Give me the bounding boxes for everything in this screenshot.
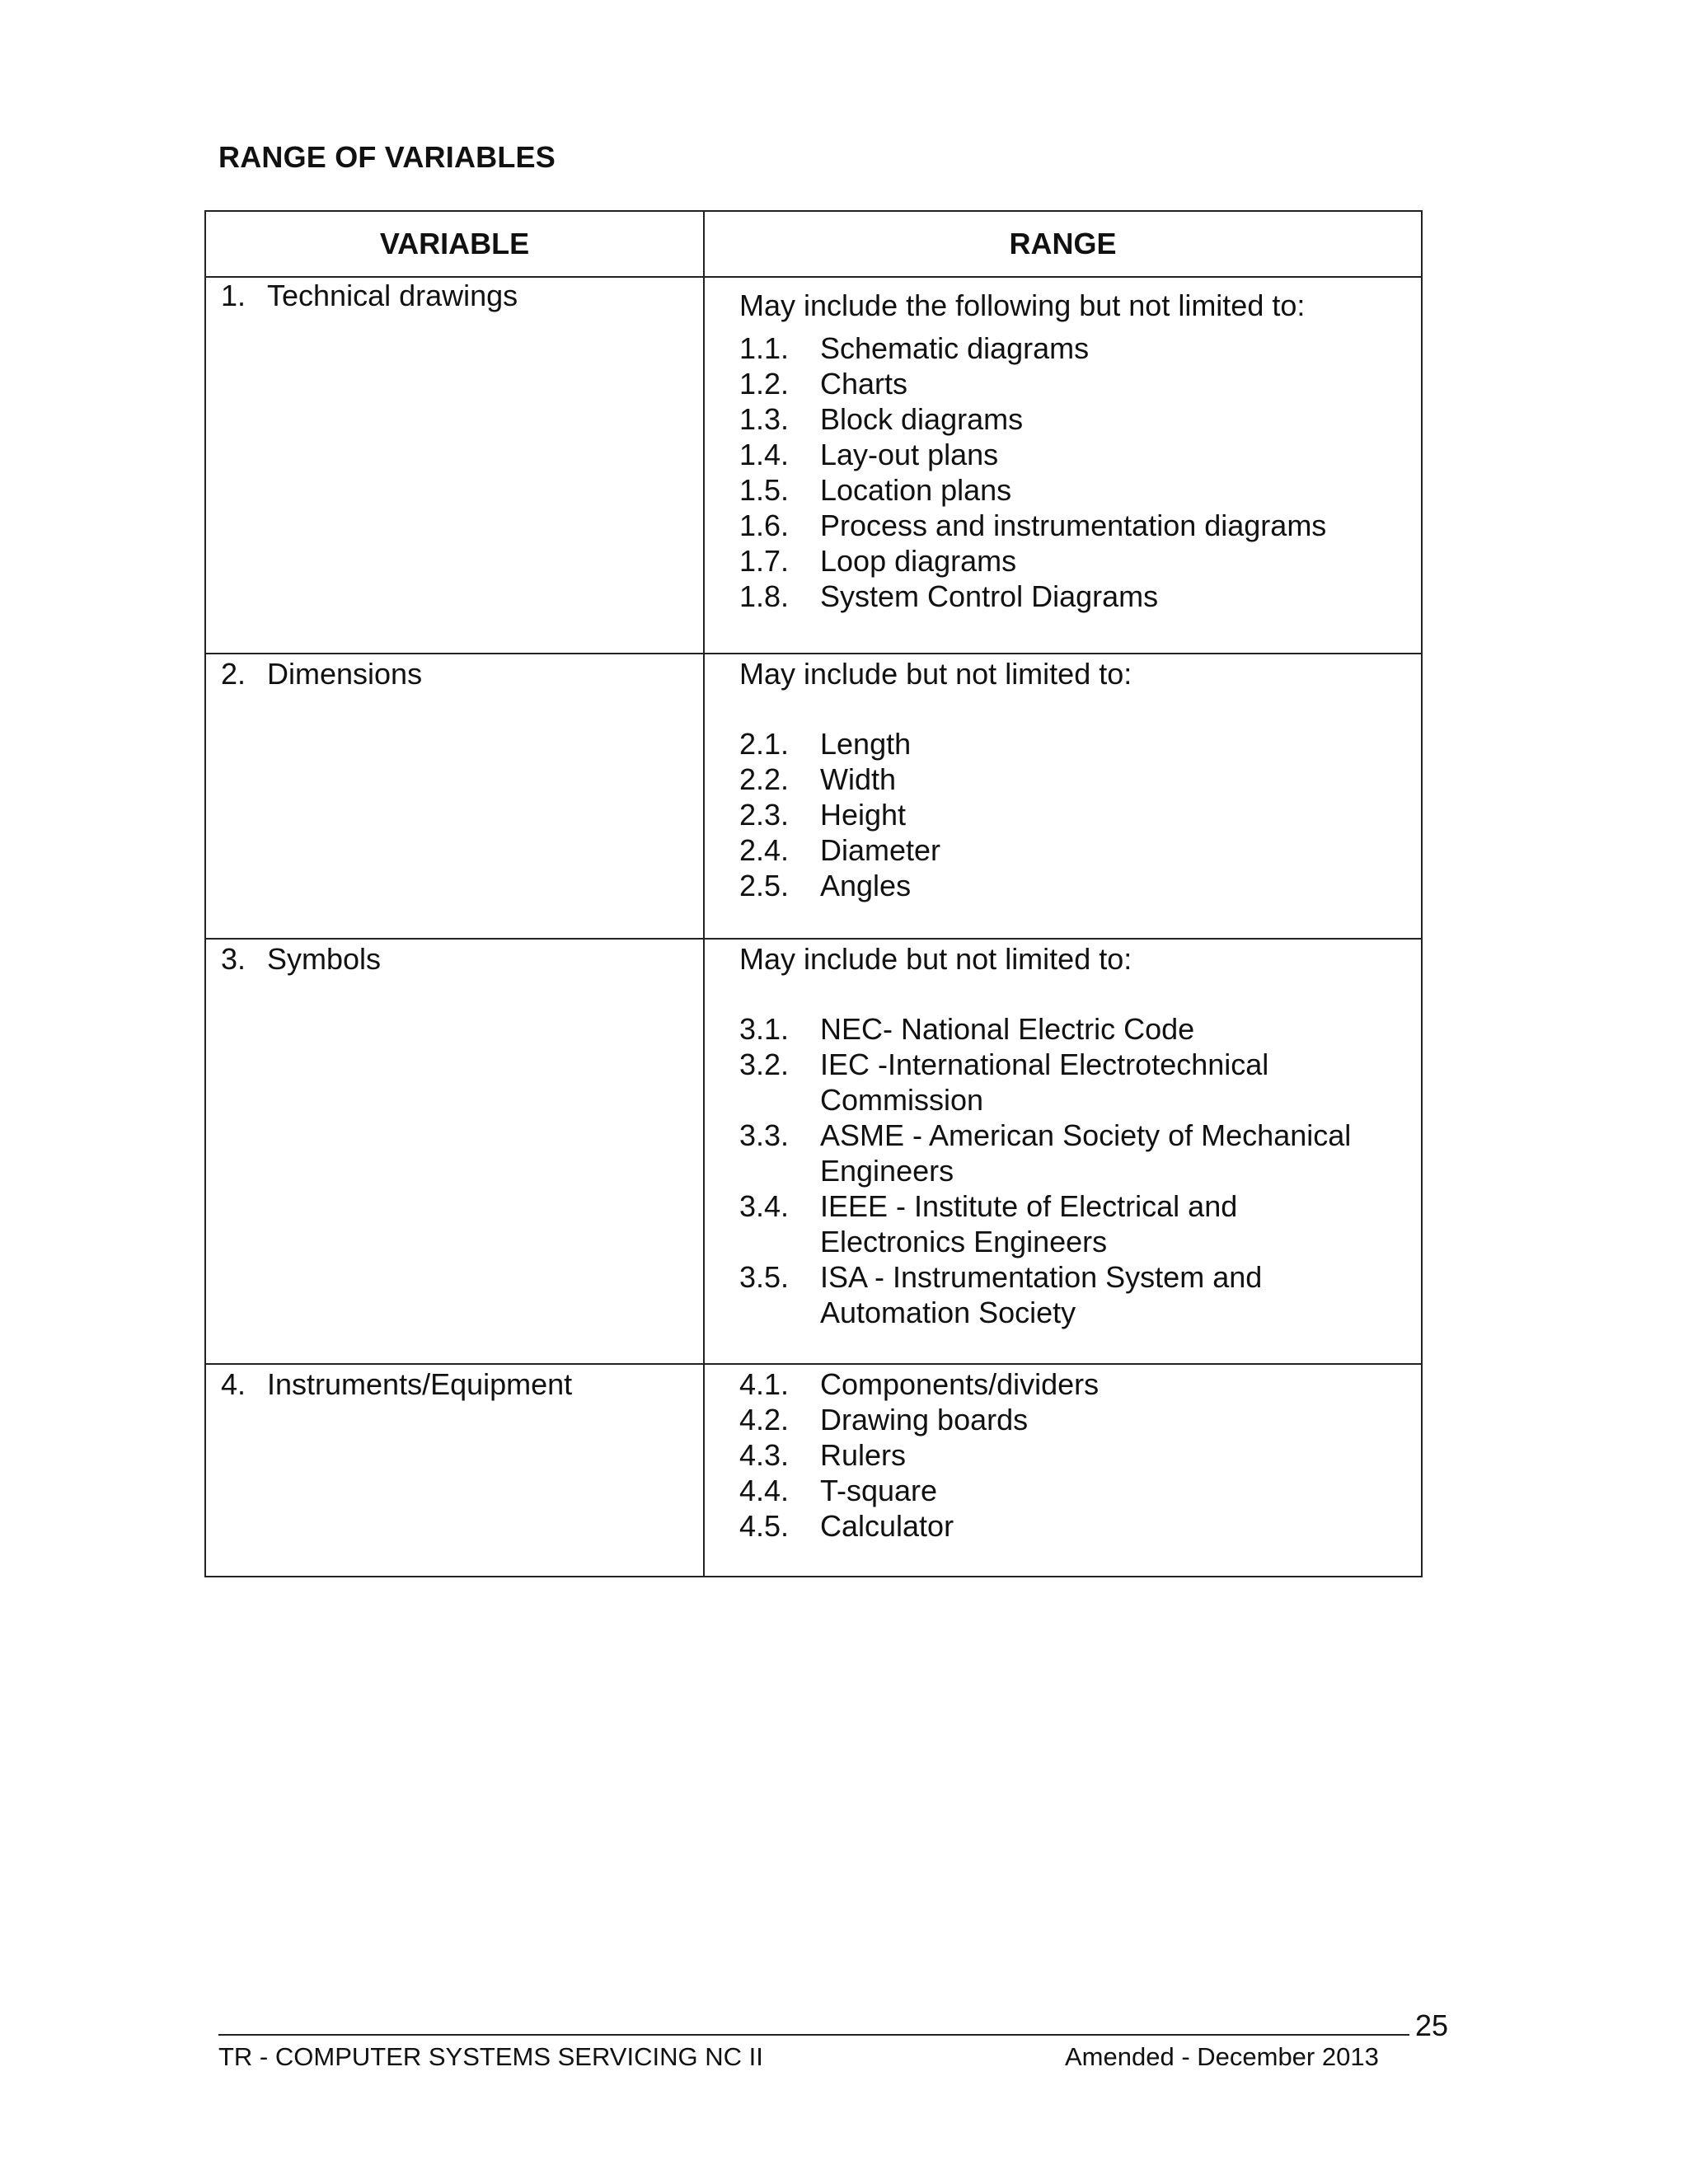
variable-name: Instruments/Equipment — [267, 1367, 573, 1401]
range-column-header: RANGE — [704, 211, 1422, 277]
range-list-item — [739, 1473, 1421, 1508]
range-cell — [704, 939, 1422, 1364]
range-item-text: Drawing boards — [820, 1403, 1029, 1436]
range-list-item — [739, 1188, 1421, 1259]
range-intro: May include but not limited to: — [739, 942, 1132, 976]
range-item-number: 1.6. — [739, 509, 790, 542]
page-number: 25 — [1415, 2008, 1449, 2042]
table-row — [205, 939, 1422, 1364]
variable-cell — [205, 939, 704, 1364]
variable-number: 3. — [221, 942, 246, 976]
range-cell — [704, 1364, 1422, 1577]
range-list-item — [739, 1118, 1421, 1188]
page-heading: RANGE OF VARIABLES — [218, 140, 556, 174]
range-list — [739, 1366, 1421, 1544]
variable-number: 2. — [221, 657, 246, 691]
range-item-number: 2.1. — [739, 727, 790, 761]
range-list-item — [739, 762, 1421, 797]
range-item-number: 1.8. — [739, 579, 790, 613]
range-item-number: 3.2. — [739, 1047, 790, 1081]
range-list-item — [739, 401, 1421, 437]
variable-cell — [205, 1364, 704, 1577]
range-item-text: ASME - American Society of Mechanical Engineers — [820, 1118, 1352, 1188]
range-item-text: Calculator — [820, 1509, 954, 1543]
range-item-number: 1.1. — [739, 331, 790, 365]
range-item-number: 4.4. — [739, 1474, 790, 1507]
variable-name: Dimensions — [267, 657, 423, 691]
range-list-item — [739, 726, 1421, 762]
range-list-item — [739, 1047, 1421, 1118]
range-item-number: 2.3. — [739, 798, 790, 832]
range-item-text: Schematic diagrams — [820, 331, 1090, 365]
range-item-text: IEC -International Electrotechnical Commission — [820, 1047, 1269, 1117]
range-item-number: 3.4. — [739, 1189, 790, 1223]
range-item-text: Angles — [820, 869, 912, 902]
range-list-item — [739, 508, 1421, 543]
variable-cell — [205, 277, 704, 654]
range-item-text: Rulers — [820, 1438, 907, 1472]
range-item-text: Length — [820, 727, 912, 761]
range-item-number: 2.2. — [739, 762, 790, 796]
range-item-number: 1.7. — [739, 544, 790, 578]
range-list — [739, 330, 1421, 614]
range-item-number: 4.1. — [739, 1367, 790, 1401]
range-item-number: 4.5. — [739, 1509, 790, 1543]
range-of-variables-table — [204, 210, 1423, 1577]
range-list-item — [739, 437, 1421, 472]
footer-amendment-date: Amended - December 2013 — [1065, 2042, 1379, 2071]
range-item-number: 2.4. — [739, 833, 790, 867]
range-list-item — [739, 868, 1421, 903]
range-item-text: Components/dividers — [820, 1367, 1100, 1401]
range-item-number: 2.5. — [739, 869, 790, 902]
range-list-item — [739, 330, 1421, 366]
range-item-text: Height — [820, 798, 907, 832]
footer-document-title: TR - COMPUTER SYSTEMS SERVICING NC II — [218, 2042, 763, 2071]
variable-entry — [221, 1366, 703, 1402]
range-item-text: NEC- National Electric Code — [820, 1012, 1195, 1046]
range-cell — [704, 277, 1422, 654]
range-item-text: Charts — [820, 367, 908, 401]
variable-name: Technical drawings — [267, 279, 518, 312]
range-item-number: 3.1. — [739, 1012, 790, 1046]
variable-name: Symbols — [267, 942, 382, 976]
range-list-item — [739, 472, 1421, 508]
range-item-number: 3.3. — [739, 1118, 790, 1152]
table-row — [205, 1364, 1422, 1577]
range-intro: May include but not limited to: — [739, 657, 1132, 691]
range-list-item — [739, 1259, 1421, 1330]
range-item-number: 1.4. — [739, 438, 790, 471]
range-list-item — [739, 1011, 1421, 1047]
range-item-text: Diameter — [820, 833, 941, 867]
footer-rule — [218, 2034, 1409, 2036]
range-item-text: T-square — [820, 1474, 938, 1507]
range-item-text: Loop diagrams — [820, 544, 1017, 578]
variable-cell — [205, 654, 704, 939]
range-list-item — [739, 1508, 1421, 1544]
range-list-item — [739, 579, 1421, 614]
range-item-text: ISA - Instrumentation System and Automation Society — [820, 1260, 1263, 1329]
range-list-item — [739, 543, 1421, 579]
variable-entry — [221, 656, 703, 691]
range-item-number: 1.2. — [739, 367, 790, 401]
range-cell — [704, 654, 1422, 939]
range-item-number: 4.2. — [739, 1403, 790, 1436]
range-list — [739, 1011, 1421, 1330]
variable-number: 4. — [221, 1367, 246, 1401]
table-row — [205, 277, 1422, 654]
range-intro: May include the following but not limited to: — [739, 288, 1306, 322]
range-item-number: 4.3. — [739, 1438, 790, 1472]
range-item-text: Block diagrams — [820, 402, 1024, 436]
range-item-number: 1.3. — [739, 402, 790, 436]
range-item-text: Width — [820, 762, 897, 796]
range-list-item — [739, 797, 1421, 832]
range-list-item — [739, 832, 1421, 868]
range-item-text: Process and instrumentation diagrams — [820, 509, 1327, 542]
table-row — [205, 654, 1422, 939]
range-list — [739, 726, 1421, 903]
variable-number: 1. — [221, 279, 246, 312]
variable-column-header: VARIABLE — [205, 211, 704, 277]
range-item-text: IEEE - Institute of Electrical and Electronics Engineers — [820, 1189, 1238, 1258]
range-item-number: 1.5. — [739, 473, 790, 507]
range-item-text: Location plans — [820, 473, 1012, 507]
variable-entry — [221, 941, 703, 977]
range-list-item — [739, 366, 1421, 401]
range-item-text: Lay-out plans — [820, 438, 999, 471]
table-header-row — [205, 211, 1422, 277]
range-list-item — [739, 1366, 1421, 1402]
range-list-item — [739, 1437, 1421, 1473]
variable-entry — [221, 278, 703, 313]
range-item-text: System Control Diagrams — [820, 579, 1159, 613]
range-item-number: 3.5. — [739, 1260, 790, 1294]
range-list-item — [739, 1402, 1421, 1437]
